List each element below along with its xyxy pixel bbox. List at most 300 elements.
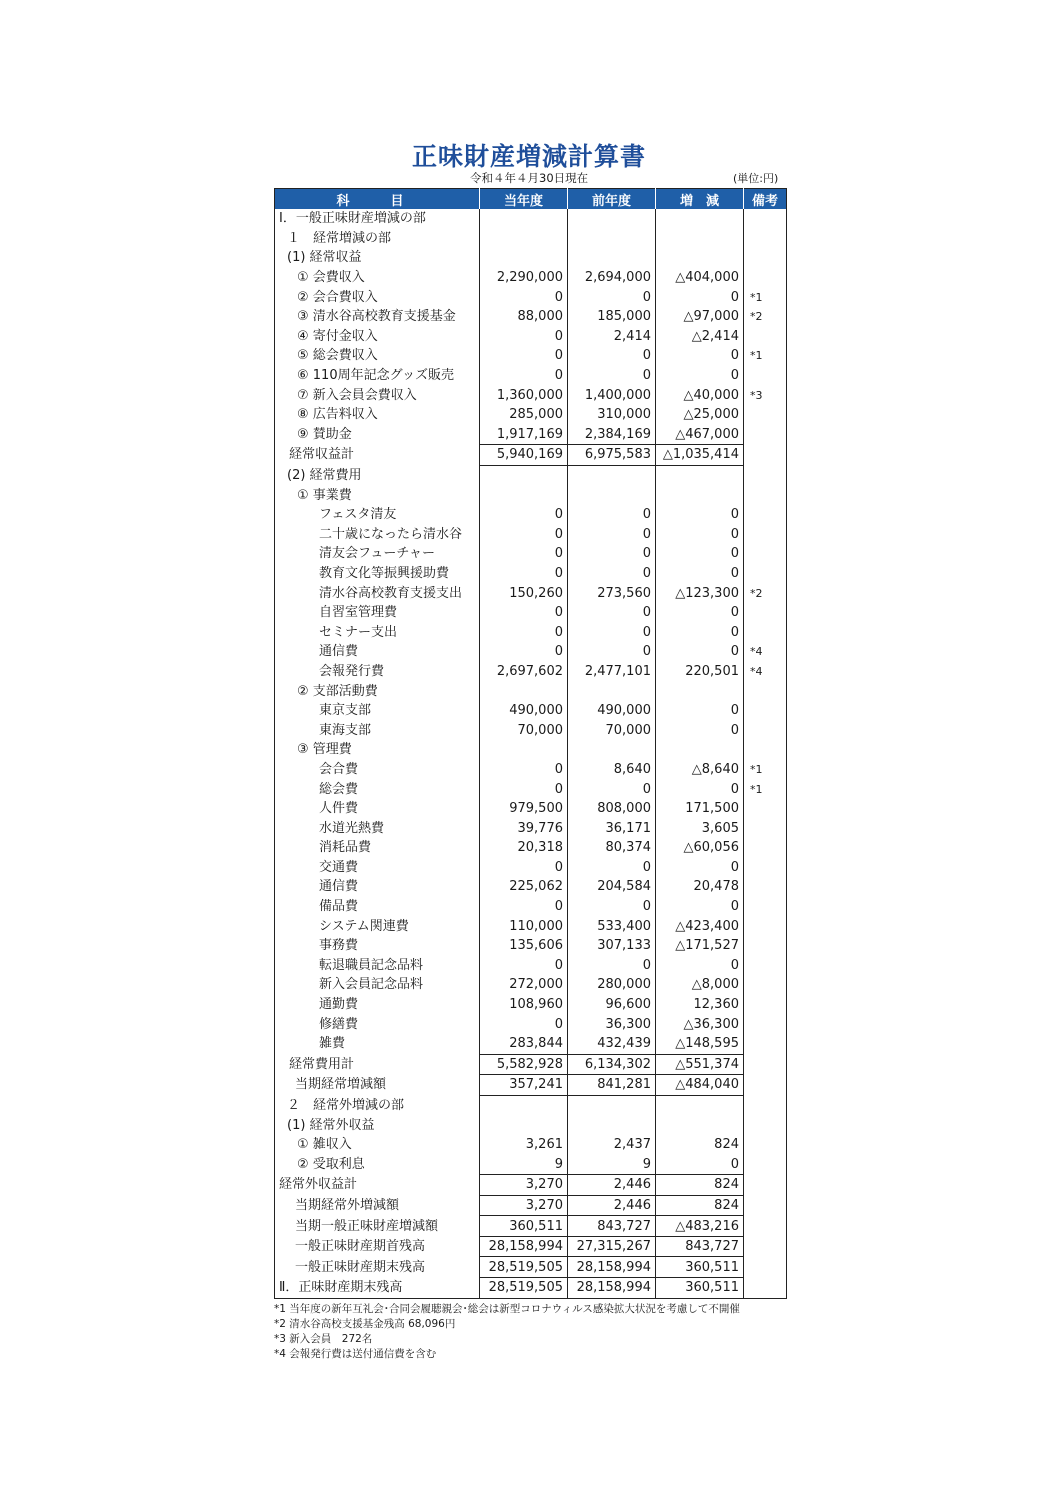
previous-year-value: 808,000 (568, 799, 656, 819)
remark-note (744, 425, 787, 445)
current-year-value: 0 (480, 622, 568, 642)
previous-year-value: 0 (568, 366, 656, 386)
remark-note (744, 701, 787, 721)
difference-value: 0 (656, 525, 744, 545)
table-row (275, 1257, 787, 1278)
current-year-value: 3,261 (480, 1135, 568, 1155)
table-row (275, 1115, 787, 1135)
page-title: 正味財産増減計算書 (411, 142, 646, 171)
previous-year-value: 2,414 (568, 327, 656, 347)
remark-note (744, 1195, 787, 1216)
current-year-value: 3,270 (480, 1195, 568, 1216)
previous-year-value (568, 485, 656, 505)
row-label: ⑨ 賛助金 (297, 427, 352, 443)
previous-year-value: 28,158,994 (568, 1278, 656, 1299)
previous-year-value: 80,374 (568, 838, 656, 858)
footnote: *4 会報発行費は送付通信費を含む (274, 1348, 437, 1360)
table-row (275, 544, 787, 564)
remark-note: *1 (744, 346, 787, 366)
table-row (275, 779, 787, 799)
previous-year-value: 2,384,169 (568, 425, 656, 445)
current-year-value: 272,000 (480, 975, 568, 995)
row-label: 通信費 (319, 879, 359, 895)
difference-value (656, 740, 744, 760)
previous-year-value: 432,439 (568, 1034, 656, 1054)
previous-year-value: 8,640 (568, 760, 656, 780)
remark-note: *4 (744, 642, 787, 662)
difference-value: △467,000 (656, 425, 744, 445)
current-year-value: 20,318 (480, 838, 568, 858)
difference-value: 0 (656, 858, 744, 878)
previous-year-value (568, 248, 656, 268)
header-remarks: 備考 (744, 189, 787, 210)
previous-year-value: 0 (568, 603, 656, 623)
difference-value: △97,000 (656, 307, 744, 327)
table-row (275, 1195, 787, 1216)
previous-year-value: 533,400 (568, 916, 656, 936)
current-year-value: 490,000 (480, 701, 568, 721)
remark-note (744, 544, 787, 564)
previous-year-value: 36,171 (568, 818, 656, 838)
table-row (275, 936, 787, 956)
difference-value: 360,511 (656, 1257, 744, 1278)
table-row (275, 307, 787, 327)
table-row (275, 799, 787, 819)
table-row (275, 662, 787, 682)
remark-note (744, 838, 787, 858)
previous-year-value: 310,000 (568, 405, 656, 425)
current-year-value: 357,241 (480, 1075, 568, 1096)
row-label: 経常収益計 (289, 447, 355, 463)
previous-year-value: 0 (568, 287, 656, 307)
remark-note: *3 (744, 385, 787, 405)
remark-note (744, 327, 787, 347)
remark-note (744, 1236, 787, 1257)
current-year-value: 3,270 (480, 1175, 568, 1196)
table-body (275, 209, 787, 1298)
row-label: フェスタ清友 (319, 507, 397, 523)
remark-note (744, 877, 787, 897)
table-row (275, 1278, 787, 1299)
remark-note (744, 1216, 787, 1237)
difference-value: 171,500 (656, 799, 744, 819)
footnotes (274, 1302, 740, 1362)
difference-value: 0 (656, 622, 744, 642)
remark-note (744, 248, 787, 268)
footnote: *2 清水谷高校支援基金残高 68,096円 (274, 1318, 456, 1330)
previous-year-value: 96,600 (568, 995, 656, 1015)
difference-value: △123,300 (656, 583, 744, 603)
current-year-value: 2,697,602 (480, 662, 568, 682)
difference-value: △60,056 (656, 838, 744, 858)
table-row (275, 642, 787, 662)
difference-value: 0 (656, 720, 744, 740)
row-label: 雑費 (319, 1036, 346, 1052)
row-label: 修繕費 (319, 1016, 359, 1032)
current-year-value: 28,519,505 (480, 1278, 568, 1299)
row-label: 東海支部 (319, 722, 372, 738)
remark-note: *2 (744, 307, 787, 327)
remark-note (744, 465, 787, 485)
row-label: 二十歳になったら清水谷 (319, 526, 463, 542)
remark-note (744, 995, 787, 1015)
difference-value: △171,527 (656, 936, 744, 956)
table-row (275, 505, 787, 525)
current-year-value: 0 (480, 956, 568, 976)
current-year-value: 0 (480, 287, 568, 307)
previous-year-value: 2,694,000 (568, 268, 656, 288)
previous-year-value: 0 (568, 505, 656, 525)
difference-value: △148,595 (656, 1034, 744, 1054)
row-label: ⑧ 広告料収入 (297, 407, 378, 423)
current-year-value (480, 248, 568, 268)
current-year-value: 0 (480, 760, 568, 780)
table-row (275, 720, 787, 740)
difference-value: △8,000 (656, 975, 744, 995)
row-label: 水道光熱費 (319, 820, 385, 836)
difference-value: △1,035,414 (656, 445, 744, 466)
difference-value: 0 (656, 564, 744, 584)
table-row (275, 1236, 787, 1257)
row-label: ２ 経常外増減の部 (287, 1097, 405, 1113)
difference-value: 0 (656, 366, 744, 386)
table-row (275, 268, 787, 288)
current-year-value: 88,000 (480, 307, 568, 327)
previous-year-value: 0 (568, 642, 656, 662)
previous-year-value (568, 740, 656, 760)
remark-note (744, 975, 787, 995)
table-row (275, 622, 787, 642)
previous-year-value: 2,477,101 (568, 662, 656, 682)
remark-note (744, 229, 787, 249)
current-year-value: 28,519,505 (480, 1257, 568, 1278)
row-label: １ 経常増減の部 (287, 230, 392, 246)
row-label: ④ 寄付金収入 (297, 328, 378, 344)
header-previous-year: 前年度 (568, 189, 656, 210)
current-year-value (480, 209, 568, 229)
remark-note (744, 564, 787, 584)
difference-value: 0 (656, 544, 744, 564)
remark-note (744, 799, 787, 819)
table-row (275, 1034, 787, 1054)
table-row (275, 1014, 787, 1034)
previous-year-value: 70,000 (568, 720, 656, 740)
table-row (275, 975, 787, 995)
current-year-value: 0 (480, 779, 568, 799)
row-label: 通勤費 (319, 997, 359, 1013)
remark-note (744, 1115, 787, 1135)
current-year-value (480, 485, 568, 505)
current-year-value (480, 465, 568, 485)
previous-year-value: 185,000 (568, 307, 656, 327)
difference-value: 20,478 (656, 877, 744, 897)
row-label: 事務費 (319, 938, 359, 954)
previous-year-value: 273,560 (568, 583, 656, 603)
current-year-value: 0 (480, 603, 568, 623)
row-label: 経常外収益計 (279, 1177, 358, 1193)
difference-value: △404,000 (656, 268, 744, 288)
difference-value: 0 (656, 779, 744, 799)
row-label: 一般正味財産期末残高 (295, 1259, 426, 1275)
footnote: *3 新入会員 272名 (274, 1333, 373, 1345)
current-year-value: 135,606 (480, 936, 568, 956)
table-row (275, 287, 787, 307)
table-row (275, 366, 787, 386)
row-label: 会合費 (319, 761, 359, 777)
previous-year-value: 2,446 (568, 1175, 656, 1196)
table-row (275, 385, 787, 405)
current-year-value: 39,776 (480, 818, 568, 838)
previous-year-value: 9 (568, 1155, 656, 1175)
row-label: 交通費 (319, 859, 359, 875)
table-row (275, 445, 787, 466)
difference-value: 0 (656, 642, 744, 662)
difference-value: 0 (656, 897, 744, 917)
current-year-value: 225,062 (480, 877, 568, 897)
remark-note (744, 1257, 787, 1278)
table-row (275, 818, 787, 838)
row-label: ① 雑収入 (297, 1137, 352, 1153)
previous-year-value: 204,584 (568, 877, 656, 897)
row-label: 教育文化等振興援助費 (319, 565, 450, 581)
row-label: 備品費 (319, 899, 359, 915)
current-year-value: 150,260 (480, 583, 568, 603)
remark-note (744, 505, 787, 525)
table-row (275, 877, 787, 897)
current-year-value (480, 740, 568, 760)
current-year-value (480, 681, 568, 701)
remark-note (744, 1054, 787, 1075)
table-row (275, 1135, 787, 1155)
difference-value: 0 (656, 505, 744, 525)
row-label: ② 支部活動費 (297, 683, 378, 699)
row-label: セミナー支出 (319, 624, 398, 640)
remark-note (744, 1014, 787, 1034)
remark-note (744, 525, 787, 545)
difference-value: △2,414 (656, 327, 744, 347)
previous-year-value (568, 681, 656, 701)
previous-year-value (568, 209, 656, 229)
row-label: (1) 経常収益 (287, 250, 362, 266)
row-label: ① 事業費 (297, 487, 352, 503)
previous-year-value: 36,300 (568, 1014, 656, 1034)
difference-value: 220,501 (656, 662, 744, 682)
difference-value: 3,605 (656, 818, 744, 838)
table-row (275, 1075, 787, 1096)
table-row (275, 229, 787, 249)
difference-value: 0 (656, 287, 744, 307)
remark-note: *1 (744, 779, 787, 799)
table-row (275, 681, 787, 701)
current-year-value: 1,360,000 (480, 385, 568, 405)
previous-year-value: 0 (568, 622, 656, 642)
current-year-value: 1,917,169 (480, 425, 568, 445)
previous-year-value (568, 1095, 656, 1115)
remark-note: *1 (744, 760, 787, 780)
table-row (275, 583, 787, 603)
table-row (275, 1175, 787, 1196)
row-label: 人件費 (319, 801, 359, 817)
table-row (275, 564, 787, 584)
previous-year-value (568, 465, 656, 485)
previous-year-value: 1,400,000 (568, 385, 656, 405)
row-label: 清水谷高校教育支援支出 (319, 585, 463, 601)
difference-value: 843,727 (656, 1236, 744, 1257)
row-label: ② 受取利息 (297, 1157, 365, 1173)
row-label: 新入会員記念品料 (319, 977, 424, 993)
current-year-value: 0 (480, 544, 568, 564)
row-label: ① 会費収入 (297, 270, 365, 286)
row-label: ⑦ 新入会員会費収入 (297, 387, 417, 403)
remark-note: *1 (744, 287, 787, 307)
remark-note (744, 936, 787, 956)
current-year-value: 5,582,928 (480, 1054, 568, 1075)
table-row (275, 485, 787, 505)
remark-note: *2 (744, 583, 787, 603)
current-year-value (480, 1095, 568, 1115)
difference-value: △36,300 (656, 1014, 744, 1034)
difference-value: △551,374 (656, 1054, 744, 1075)
table-row (275, 525, 787, 545)
row-label: 総会費 (319, 781, 359, 797)
remark-note (744, 720, 787, 740)
current-year-value: 360,511 (480, 1216, 568, 1237)
table-row (275, 603, 787, 623)
current-year-value (480, 229, 568, 249)
row-label: 当期一般正味財産増減額 (295, 1218, 439, 1234)
difference-value (656, 1095, 744, 1115)
previous-year-value: 0 (568, 564, 656, 584)
difference-value: △8,640 (656, 760, 744, 780)
row-label: Ⅱ．正味財産期末残高 (279, 1280, 403, 1296)
row-label: 自習室管理費 (319, 605, 398, 621)
current-year-value (480, 1115, 568, 1135)
remark-note (744, 1034, 787, 1054)
table-row (275, 248, 787, 268)
current-year-value: 108,960 (480, 995, 568, 1015)
remark-note (744, 858, 787, 878)
header-item: 科 目 (275, 189, 480, 210)
current-year-value: 0 (480, 1014, 568, 1034)
previous-year-value: 0 (568, 544, 656, 564)
row-label: 東京支部 (319, 703, 372, 719)
previous-year-value: 280,000 (568, 975, 656, 995)
remark-note (744, 209, 787, 229)
table-row (275, 1216, 787, 1237)
table-row (275, 701, 787, 721)
current-year-value: 0 (480, 858, 568, 878)
difference-value: △423,400 (656, 916, 744, 936)
table-row (275, 760, 787, 780)
difference-value (656, 465, 744, 485)
current-year-value: 0 (480, 346, 568, 366)
footnote: *1 当年度の新年互礼会･合同会履聴親会･総会は新型コロナウィルス感染拡大状況を考慮して不開催 (274, 1303, 740, 1315)
previous-year-value: 843,727 (568, 1216, 656, 1237)
header-current-year: 当年度 (480, 189, 568, 210)
row-label: (2) 経常費用 (287, 467, 362, 483)
current-year-value: 70,000 (480, 720, 568, 740)
current-year-value: 0 (480, 327, 568, 347)
row-label: (1) 経常外収益 (287, 1117, 375, 1133)
remark-note (744, 445, 787, 466)
row-label: Ⅰ．一般正味財産増減の部 (279, 211, 426, 227)
current-year-value: 110,000 (480, 916, 568, 936)
remark-note (744, 956, 787, 976)
header-difference: 増 減 (656, 189, 744, 210)
difference-value: 12,360 (656, 995, 744, 1015)
row-label: 当期経常外増減額 (295, 1197, 400, 1213)
remark-note (744, 740, 787, 760)
current-year-value: 9 (480, 1155, 568, 1175)
remark-note (744, 1155, 787, 1175)
difference-value: 824 (656, 1135, 744, 1155)
difference-value: 824 (656, 1195, 744, 1216)
current-year-value: 28,158,994 (480, 1236, 568, 1257)
table-row (275, 740, 787, 760)
remark-note (744, 1075, 787, 1096)
current-year-value: 2,290,000 (480, 268, 568, 288)
table-row (275, 327, 787, 347)
difference-value (656, 681, 744, 701)
difference-value (656, 485, 744, 505)
row-label: ⑥ 110周年記念グッズ販売 (297, 368, 454, 384)
previous-year-value: 0 (568, 858, 656, 878)
difference-value: △25,000 (656, 405, 744, 425)
remark-note (744, 622, 787, 642)
previous-year-value: 0 (568, 525, 656, 545)
previous-year-value: 0 (568, 956, 656, 976)
report-date: 令和４年４月30日現在 (470, 171, 589, 185)
difference-value: 824 (656, 1175, 744, 1196)
difference-value: 0 (656, 346, 744, 366)
current-year-value: 0 (480, 564, 568, 584)
remark-note (744, 1135, 787, 1155)
table-row (275, 897, 787, 917)
difference-value: 360,511 (656, 1278, 744, 1299)
table-row (275, 995, 787, 1015)
table-row (275, 858, 787, 878)
row-label: 一般正味財産期首残高 (295, 1239, 426, 1255)
previous-year-value: 490,000 (568, 701, 656, 721)
row-label: 転退職員記念品料 (319, 957, 424, 973)
row-label: 消耗品費 (319, 840, 372, 856)
table-header-row (275, 189, 787, 210)
remark-note (744, 897, 787, 917)
table-row (275, 425, 787, 445)
remark-note (744, 603, 787, 623)
table-row (275, 209, 787, 229)
previous-year-value: 0 (568, 779, 656, 799)
difference-value (656, 1115, 744, 1135)
table-row (275, 1155, 787, 1175)
difference-value: 0 (656, 701, 744, 721)
current-year-value: 0 (480, 642, 568, 662)
previous-year-value (568, 1115, 656, 1135)
row-label: ② 会合費収入 (297, 289, 378, 305)
row-label: 通信費 (319, 644, 359, 660)
remark-note (744, 916, 787, 936)
financial-statement-table (274, 188, 787, 1299)
table-row (275, 405, 787, 425)
current-year-value: 979,500 (480, 799, 568, 819)
difference-value (656, 248, 744, 268)
difference-value: 0 (656, 603, 744, 623)
difference-value: △483,216 (656, 1216, 744, 1237)
previous-year-value: 2,437 (568, 1135, 656, 1155)
remark-note (744, 1278, 787, 1299)
row-label: システム関連費 (319, 918, 409, 934)
remark-note (744, 1095, 787, 1115)
